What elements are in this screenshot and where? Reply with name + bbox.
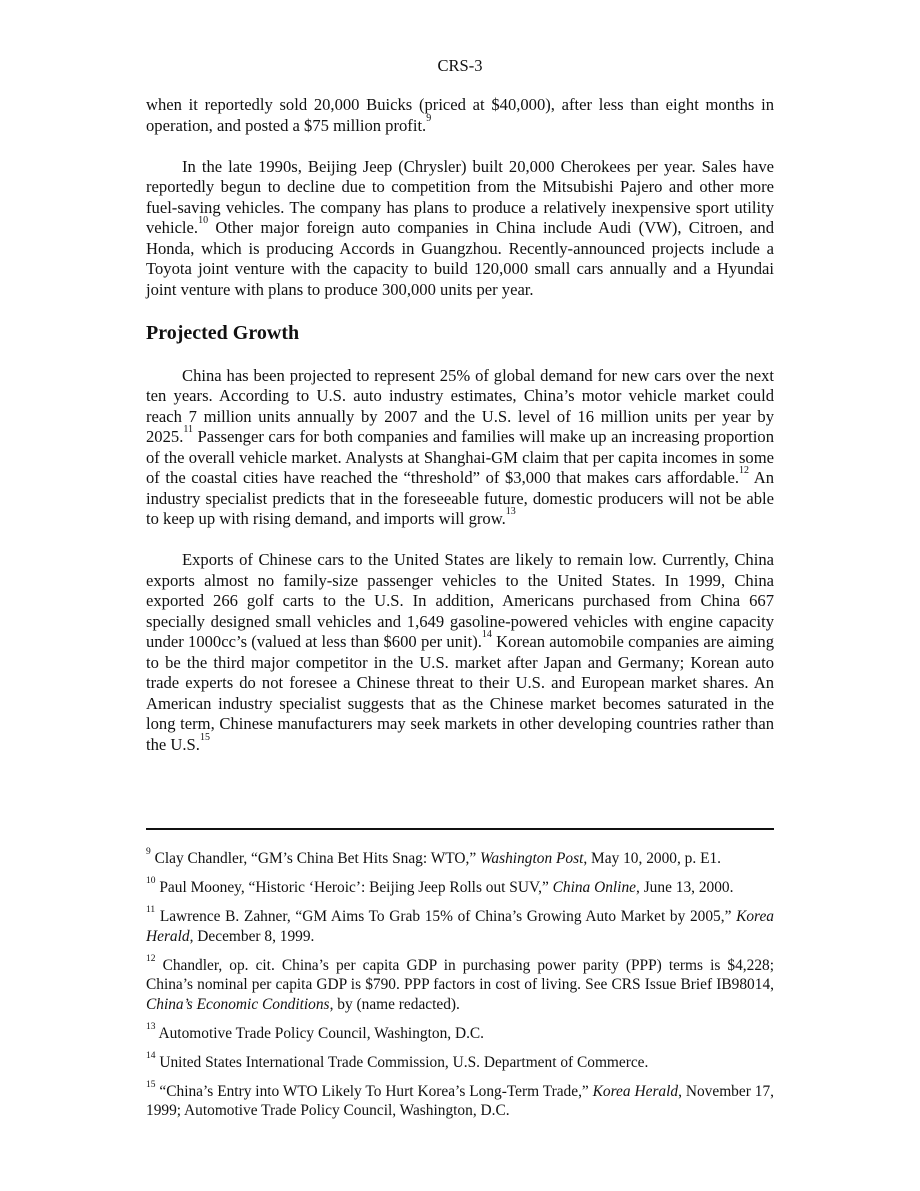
paragraph-3-text-c: An industry specialist predicts that in the foreseeable future, domestic producers will not be able to keep up with rising demand, and imports will grow. xyxy=(146,468,775,528)
footnote-text-end: , June 13, 2000. xyxy=(636,879,734,896)
paragraph-3-text-a: China has been projected to represent 25% of global demand for new cars over the next ten years. According to U.S. auto industry estimates, China’s motor vehicle market could reach 7 million units annually by 2007 and the U.S. level of 16 million units per year by 2025. xyxy=(146,365,774,446)
paragraph-3-text-b: Passenger cars for both companies and families will make up an increasing proportion of the overall vehicle market. Analysts at Shanghai-GM claim that per capita incomes in some of the coastal cities have reached the “threshold” of $3,000 that makes cars affordable. xyxy=(146,427,774,487)
footnote-ref-11[interactable]: 11 xyxy=(183,424,193,435)
footnote-text: Paul Mooney, “Historic ‘Heroic’: Beijing Jeep Rolls out SUV,” xyxy=(159,879,553,896)
footnote-13 xyxy=(146,1021,774,1044)
footnote-publication: Korea Herald xyxy=(146,908,774,945)
footnote-number: 13 xyxy=(146,1021,156,1032)
paragraph-1-text: when it reportedly sold 20,000 Buicks (priced at $40,000), after less than eight months in operation, and posted a $75 million profit. xyxy=(146,95,774,135)
paragraph-4 xyxy=(146,550,774,755)
footnote-text-end: , November 17, 1999; Automotive Trade Policy Council, Washington, D.C. xyxy=(146,1082,774,1119)
footnote-ref-15[interactable]: 15 xyxy=(199,731,210,743)
paragraph-4-text-b: Korean automobile companies are aiming to be the third major competitor in the U.S. market after Japan and Germany; Korean auto trade experts do not foresee a Chinese threat to their U.S. and European market shares. An American industry specialist suggests that as the Chinese market becomes saturated in the long term, Chinese manufacturers may seek markets in other developing countries rather than the U.S. xyxy=(146,632,774,754)
footnote-publication: China Online xyxy=(552,879,636,896)
section-heading: Projected Growth xyxy=(146,322,300,344)
footnotes xyxy=(146,849,774,1130)
paragraph-3 xyxy=(146,366,774,530)
footnote-publication: Washington Post xyxy=(480,850,584,867)
footnote-text: Chandler, op. cit. China’s per capita GDP in purchasing power parity (PPP) terms is $4,228; China’s nominal per capita GDP is $790. PPP factors in cost of living. See CRS Issue Brief IB98014, xyxy=(146,956,774,993)
paragraph-2-text-a: In the late 1990s, Beijing Jeep (Chrysler) built 20,000 Cherokees per year. Sales have reportedly begun to decline due to competition from the Mitsubishi Pajero and other more fuel-saving vehicles. The company has plans to produce a relatively inexpensive sport utility vehicle. xyxy=(146,156,774,237)
footnote-11 xyxy=(146,907,774,946)
footnote-ref-14[interactable]: 14 xyxy=(481,629,492,640)
footnote-number: 14 xyxy=(146,1050,156,1061)
paragraph-1 xyxy=(146,95,774,136)
footnote-number: 15 xyxy=(146,1079,156,1090)
footnote-9 xyxy=(146,849,774,869)
body-text xyxy=(146,95,774,755)
footnote-divider xyxy=(146,828,774,830)
footnote-ref-13[interactable]: 13 xyxy=(505,506,516,517)
footnote-15 xyxy=(146,1079,774,1121)
footnote-text-end: , December 8, 1999. xyxy=(189,927,315,945)
paragraph-4-text-a: Exports of Chinese cars to the United States are likely to remain low. Currently, China exports almost no family-size passenger vehicles to the United States. In 1999, China exported 266 golf carts to the U.S. In addition, Americans purchased from China 667 specially designed small vehicles and 1,649 gasoline-powered vehicles with engine capacity under 1000cc’s (valued at less than $600 per unit). xyxy=(146,550,774,651)
footnote-publication: Korea Herald xyxy=(592,1082,679,1100)
paragraph-2-text-b: Other major foreign auto companies in China include Audi (VW), Citroen, and Honda, which is producing Accords in Guangzhou. Recently-announced projects include a Toyota joint venture with the capacity to build 120,000 small cars annually and a Hyundai joint venture with plans to produce 300,000 units per year. xyxy=(146,218,774,299)
footnote-text: Clay Chandler, “GM’s China Bet Hits Snag: WTO,” xyxy=(154,850,481,867)
footnote-14 xyxy=(146,1050,774,1073)
footnote-publication: China’s Economic Conditions xyxy=(146,995,330,1013)
footnote-text: Automotive Trade Policy Council, Washington, D.C. xyxy=(158,1024,485,1042)
footnote-number: 12 xyxy=(146,953,156,964)
page-number-header: CRS-3 xyxy=(437,56,483,75)
paragraph-2 xyxy=(146,157,774,301)
footnote-number: 9 xyxy=(146,847,151,857)
footnote-10 xyxy=(146,878,774,898)
footnote-text: “China’s Entry into WTO Likely To Hurt Korea’s Long-Term Trade,” xyxy=(159,1082,593,1100)
footnote-text-end: , May 10, 2000, p. E1. xyxy=(583,850,722,867)
footnote-text: United States International Trade Commission, U.S. Department of Commerce. xyxy=(159,1053,649,1071)
footnote-ref-10[interactable]: 10 xyxy=(198,215,209,226)
footnote-text: Lawrence B. Zahner, “GM Aims To Grab 15% of China’s Growing Auto Market by 2005,” xyxy=(159,908,737,925)
footnote-12 xyxy=(146,953,774,1015)
footnote-ref-12[interactable]: 12 xyxy=(739,465,750,476)
footnote-number: 11 xyxy=(146,905,156,915)
footnote-ref-9[interactable]: 9 xyxy=(426,112,432,124)
footnote-number: 10 xyxy=(146,876,156,886)
footnote-text-end: , by (name redacted). xyxy=(329,995,460,1013)
